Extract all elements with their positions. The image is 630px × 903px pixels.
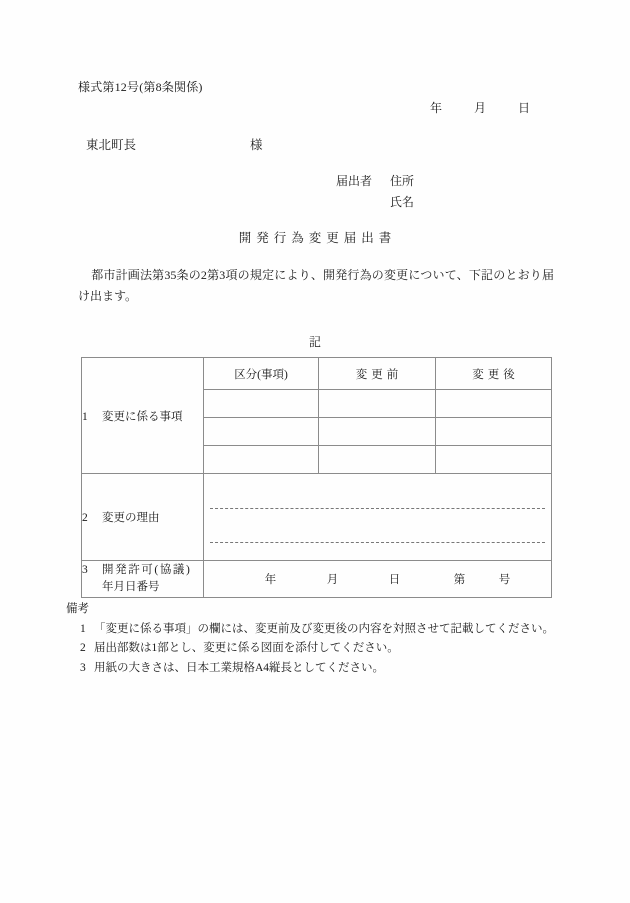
submitter-label: 届出者 bbox=[336, 174, 373, 188]
submitter-address-label: 住所 bbox=[390, 174, 415, 188]
section2-label-cell bbox=[82, 474, 204, 561]
note-3-number: 3 bbox=[80, 661, 86, 674]
permit-year-label: 年 bbox=[264, 574, 277, 586]
document-body-text: 都市計画法第35条の2第3項の規定により、開発行為の変更について、下記のとおり届け出ます。 bbox=[78, 268, 554, 303]
date-year-label: 年 bbox=[430, 101, 443, 115]
note-item bbox=[66, 639, 566, 659]
note-1-number: 1 bbox=[80, 622, 86, 635]
header-category bbox=[204, 358, 319, 390]
cell-after-2[interactable] bbox=[436, 418, 552, 446]
section2-number: 2 bbox=[82, 512, 88, 524]
cell-before-1[interactable] bbox=[319, 390, 436, 418]
reason-rule-2 bbox=[210, 542, 545, 543]
header-after bbox=[436, 358, 552, 390]
ki-mark: 記 bbox=[308, 335, 321, 349]
cell-before-3[interactable] bbox=[319, 446, 436, 474]
header-category-text: 区分(事項) bbox=[234, 368, 288, 381]
cell-after-1[interactable] bbox=[436, 390, 552, 418]
notes-title: 備考 bbox=[66, 603, 89, 615]
note-1-text: 「変更に係る事項」の欄には、変更前及び変更後の内容を対照させて記載してください。 bbox=[94, 622, 554, 635]
table-header-row bbox=[82, 358, 552, 390]
document-date-line bbox=[430, 99, 538, 116]
section1-label: 変更に係る事項 bbox=[102, 410, 183, 423]
reason-rule-1 bbox=[210, 508, 545, 509]
date-month-label: 月 bbox=[474, 101, 487, 115]
permit-number-suffix: 号 bbox=[498, 574, 511, 586]
note-item bbox=[66, 620, 566, 640]
note-2-text: 届出部数は1部とし、変更に係る図面を添付してください。 bbox=[94, 642, 399, 654]
note-1-line bbox=[80, 620, 566, 640]
section3-label-line2: 年月日番号 bbox=[102, 581, 160, 593]
note-item bbox=[66, 659, 566, 679]
section2-row bbox=[82, 474, 552, 561]
section2-label: 変更の理由 bbox=[102, 512, 160, 524]
cell-category-1[interactable] bbox=[204, 390, 319, 418]
section3-number: 3 bbox=[82, 564, 88, 576]
submitter-block bbox=[336, 171, 414, 213]
addressee-line bbox=[86, 135, 263, 153]
header-before bbox=[319, 358, 436, 390]
header-before-text: 変更前 bbox=[355, 368, 403, 381]
cell-category-2[interactable] bbox=[204, 418, 319, 446]
permit-day-label: 日 bbox=[388, 574, 401, 586]
form-number: 様式第12号(第8条関係) bbox=[78, 80, 203, 94]
notes-section bbox=[66, 600, 566, 678]
section3-label-cell bbox=[82, 561, 204, 598]
addressee-name: 東北町長 bbox=[86, 138, 137, 152]
section3-label-line1: 開発許可(協議) bbox=[102, 564, 192, 576]
section3-row bbox=[82, 561, 552, 598]
section1-label-cell bbox=[82, 358, 204, 474]
submitter-name-label: 氏名 bbox=[390, 195, 415, 209]
section3-label-line1-wrap bbox=[82, 564, 191, 576]
document-title: 開発行為変更届出書 bbox=[238, 231, 397, 245]
cell-after-3[interactable] bbox=[436, 446, 552, 474]
section2-value-cell[interactable] bbox=[204, 474, 552, 561]
permit-month-label: 月 bbox=[326, 574, 339, 586]
section3-value-cell[interactable] bbox=[204, 561, 552, 598]
change-notification-table bbox=[81, 357, 552, 598]
addressee-honorific: 様 bbox=[250, 138, 263, 152]
section1-number: 1 bbox=[82, 410, 88, 423]
permit-number-prefix: 第 bbox=[453, 574, 466, 586]
cell-before-2[interactable] bbox=[319, 418, 436, 446]
note-2-number: 2 bbox=[80, 642, 86, 654]
date-day-label: 日 bbox=[518, 101, 531, 115]
note-3-text: 用紙の大きさは、日本工業規格A4縦長としてください。 bbox=[94, 661, 385, 674]
header-after-text: 変更後 bbox=[472, 368, 519, 381]
cell-category-3[interactable] bbox=[204, 446, 319, 474]
